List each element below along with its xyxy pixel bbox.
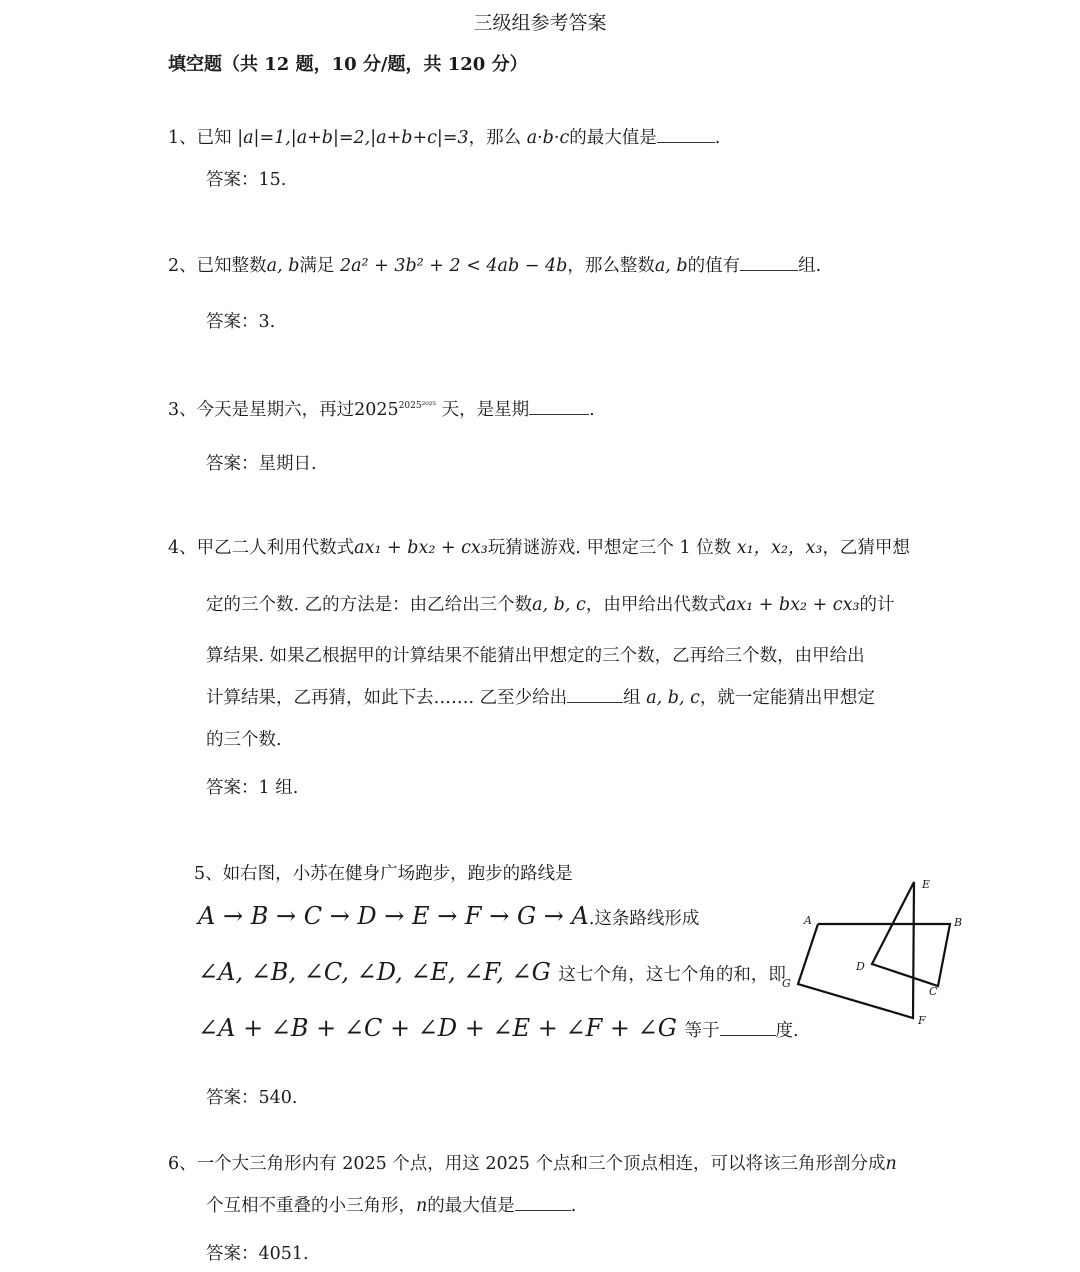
vertex-label-e: E bbox=[922, 878, 931, 891]
question-2: 2、已知整数a, b满足 2a² + 3b² + 2 < 4ab − 4b，那么整数a, b的值有 组. bbox=[168, 256, 822, 276]
math-expression: 2a² + 3b² + 2 < 4ab − 4b bbox=[339, 256, 568, 276]
vertex-label-b: B bbox=[954, 916, 963, 929]
question-5-sum: ∠A + ∠B + ∠C + ∠D + ∠E + ∠F + ∠G 等于 度. bbox=[198, 1014, 799, 1042]
vertex-label-f: F bbox=[918, 1014, 926, 1027]
answer-blank bbox=[740, 269, 798, 271]
question-5-angles: ∠A, ∠B, ∠C, ∠D, ∠E, ∠F, ∠G 这七个角，这七个角的和，即 bbox=[198, 958, 786, 986]
vertex-label-c: C bbox=[929, 985, 938, 998]
question-number: 4、 bbox=[168, 538, 197, 558]
question-3: 3、今天是星期六，再过$2025^{2025^{2025}}$ 天，是星期 . bbox=[168, 400, 595, 420]
question-5-line-1: 5、如右图，小苏在健身广场跑步，跑步的路线是 bbox=[194, 864, 573, 884]
answer-blank bbox=[529, 413, 589, 415]
math-expression: ax₁ + bx₂ + cx₃ bbox=[354, 538, 488, 558]
math-expression: A → B → C → D → E → F → G → A bbox=[198, 902, 589, 930]
math-expression: ax₁ + bx₂ + cx₃ bbox=[725, 595, 860, 615]
question-number: 6、 bbox=[168, 1154, 197, 1174]
question-number: 2、 bbox=[168, 256, 197, 276]
answer-blank bbox=[720, 1034, 776, 1036]
math-expression: a·b·c bbox=[526, 128, 570, 148]
exponent: 2025²⁰²⁵ bbox=[398, 401, 437, 412]
math-expression: ∠A, ∠B, ∠C, ∠D, ∠E, ∠F, ∠G bbox=[198, 958, 551, 986]
answer-1: 答案：15. bbox=[206, 170, 287, 190]
question-6-line-1: 6、一个大三角形内有 2025 个点，用这 2025 个点和三个顶点相连，可以将该三角形剖分成n bbox=[168, 1154, 897, 1174]
answer-blank bbox=[657, 141, 715, 143]
question-6-line-2: 个互相不重叠的小三角形，n的最大值是 . bbox=[206, 1196, 577, 1216]
answer-blank bbox=[515, 1209, 571, 1211]
route-figure bbox=[776, 872, 972, 1032]
question-4-line-2: 定的三个数. 乙的方法是：由乙给出三个数a, b, c，由甲给出代数式ax₁ + bx₂ + cx₃的计 bbox=[206, 595, 895, 615]
question-number: 3、 bbox=[168, 400, 197, 420]
question-5-route: A → B → C → D → E → F → G → A.这条路线形成 bbox=[198, 902, 700, 930]
vertex-label-g: G bbox=[782, 977, 791, 990]
vertex-label-d: D bbox=[856, 960, 865, 973]
answer-6: 答案：4051. bbox=[206, 1244, 309, 1264]
answer-2: 答案：3. bbox=[206, 312, 276, 332]
page-title: 三级组参考答案 bbox=[473, 12, 607, 34]
question-number: 5、 bbox=[194, 864, 223, 884]
question-4-line-5: 的三个数. bbox=[206, 730, 282, 750]
answer-3: 答案：星期日. bbox=[206, 454, 317, 474]
vertex-label-a: A bbox=[804, 914, 812, 927]
answer-4: 答案：1 组. bbox=[206, 778, 299, 798]
answer-5: 答案：540. bbox=[206, 1088, 298, 1108]
route-path bbox=[798, 882, 950, 1018]
question-1: 1、已知 |a|=1,|a+b|=2,|a+b+c|=3，那么 a·b·c的最大值是 . bbox=[168, 128, 721, 148]
section-heading: 填空题（共 12 题，10 分/题，共 120 分） bbox=[168, 54, 528, 75]
question-4-line-3: 算结果. 如果乙根据甲的计算结果不能猜出甲想定的三个数，乙再给三个数，由甲给出 bbox=[206, 646, 865, 666]
answer-blank bbox=[567, 701, 623, 703]
math-expression: ∠A + ∠B + ∠C + ∠D + ∠E + ∠F + ∠G bbox=[198, 1014, 677, 1042]
math-expression: |a|=1,|a+b|=2,|a+b+c|=3 bbox=[237, 128, 469, 148]
question-4-line-1: 4、甲乙二人利用代数式ax₁ + bx₂ + cx₃玩猜谜游戏. 甲想定三个 1 位数 x₁，x₂，x₃，乙猜甲想 bbox=[168, 538, 910, 558]
question-number: 1、 bbox=[168, 128, 197, 148]
question-4-line-4: 计算结果，乙再猜，如此下去……. 乙至少给出 组 a, b, c，就一定能猜出甲想定 bbox=[206, 688, 875, 708]
